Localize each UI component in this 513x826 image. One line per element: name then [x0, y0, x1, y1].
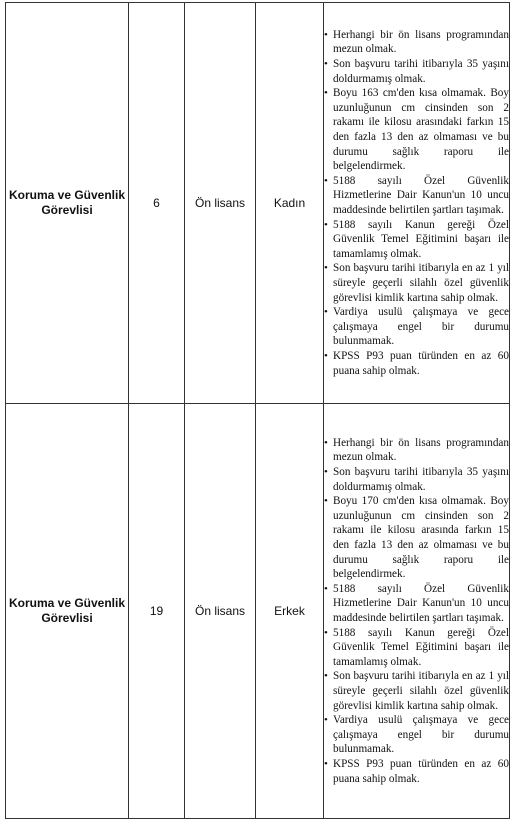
- requirement-item: • Boyu 163 cm'den kısa olmamak. Boy uzunluğunun cm cinsinden son 2 rakamı ile kilosu arasındaki farkın 15 den fazla 13 den az olmaması ve bu durumu sağlık raporu ile belgelendirmek.: [324, 86, 509, 174]
- requirement-item: • Son başvuru tarihi itibarıyla 35 yaşını doldurmamış olmak.: [324, 465, 509, 494]
- position-title: Koruma ve Güvenlik Görevlisi: [6, 3, 129, 404]
- table-row: [6, 404, 510, 819]
- requirement-item: • Son başvuru tarihi itibarıyla 35 yaşını doldurmamış olmak.: [324, 57, 509, 86]
- education-level: Ön lisans: [185, 404, 256, 819]
- requirement-item: • Boyu 170 cm'den kısa olmamak. Boy uzunluğunun cm cinsinden son 2 rakamı ile kilosu arasında farkın 15 den fazla 13 den az olmaması ve bu durumu sağlık raporu ile belgelendirmek.: [324, 494, 509, 582]
- requirement-item: • KPSS P93 puan türünden en az 60 puana sahip olmak.: [324, 757, 509, 786]
- requirement-item: • 5188 sayılı Özel Güvenlik Hizmetlerine Dair Kanun'un 10 uncu maddesinde belirtilen şartları taşımak.: [324, 582, 509, 626]
- requirements-cell: [324, 3, 510, 404]
- position-title: Koruma ve Güvenlik Görevlisi: [6, 404, 129, 819]
- requirement-item: • KPSS P93 puan türünden en az 60 puana sahip olmak.: [324, 349, 509, 378]
- requirement-item: • 5188 sayılı Kanun gereği Özel Güvenlik Temel Eğitimini başarı ile tamamlamış olmak.: [324, 218, 509, 262]
- requirement-item: • Vardiya usulü çalışmaya ve gece çalışmaya engel bir durumu bulunmamak.: [324, 713, 509, 757]
- requirement-item: • Son başvuru tarihi itibarıyla en az 1 yıl süreyle geçerli silahlı özel güvenlik görevlisi kimlik kartına sahip olmak.: [324, 669, 509, 713]
- education-level: Ön lisans: [185, 3, 256, 404]
- requirements-list: [324, 28, 509, 378]
- requirement-item: • 5188 sayılı Özel Güvenlik Hizmetlerine Dair Kanun'un 10 uncu maddesinde belirtilen şartları taşımak.: [324, 174, 509, 218]
- requirement-item: • Herhangi bir ön lisans programından mezun olmak.: [324, 436, 509, 465]
- position-count: 19: [129, 404, 185, 819]
- requirements-list: [324, 436, 509, 786]
- gender: Erkek: [256, 404, 324, 819]
- requirement-item: • Son başvuru tarihi itibarıyla en az 1 yıl süreyle geçerli silahlı özel güvenlik görevlisi kimlik kartına sahip olmak.: [324, 261, 509, 305]
- requirement-item: • Vardiya usulü çalışmaya ve gece çalışmaya engel bir durumu bulunmamak.: [324, 305, 509, 349]
- requirement-item: • Herhangi bir ön lisans programından mezun olmak.: [324, 28, 509, 57]
- table-row: [6, 3, 510, 404]
- position-requirements-table: [5, 2, 510, 819]
- requirements-cell: [324, 404, 510, 819]
- gender: Kadın: [256, 3, 324, 404]
- requirement-item: • 5188 sayılı Kanun gereği Özel Güvenlik Temel Eğitimini başarı ile tamamlamış olmak.: [324, 626, 509, 670]
- position-count: 6: [129, 3, 185, 404]
